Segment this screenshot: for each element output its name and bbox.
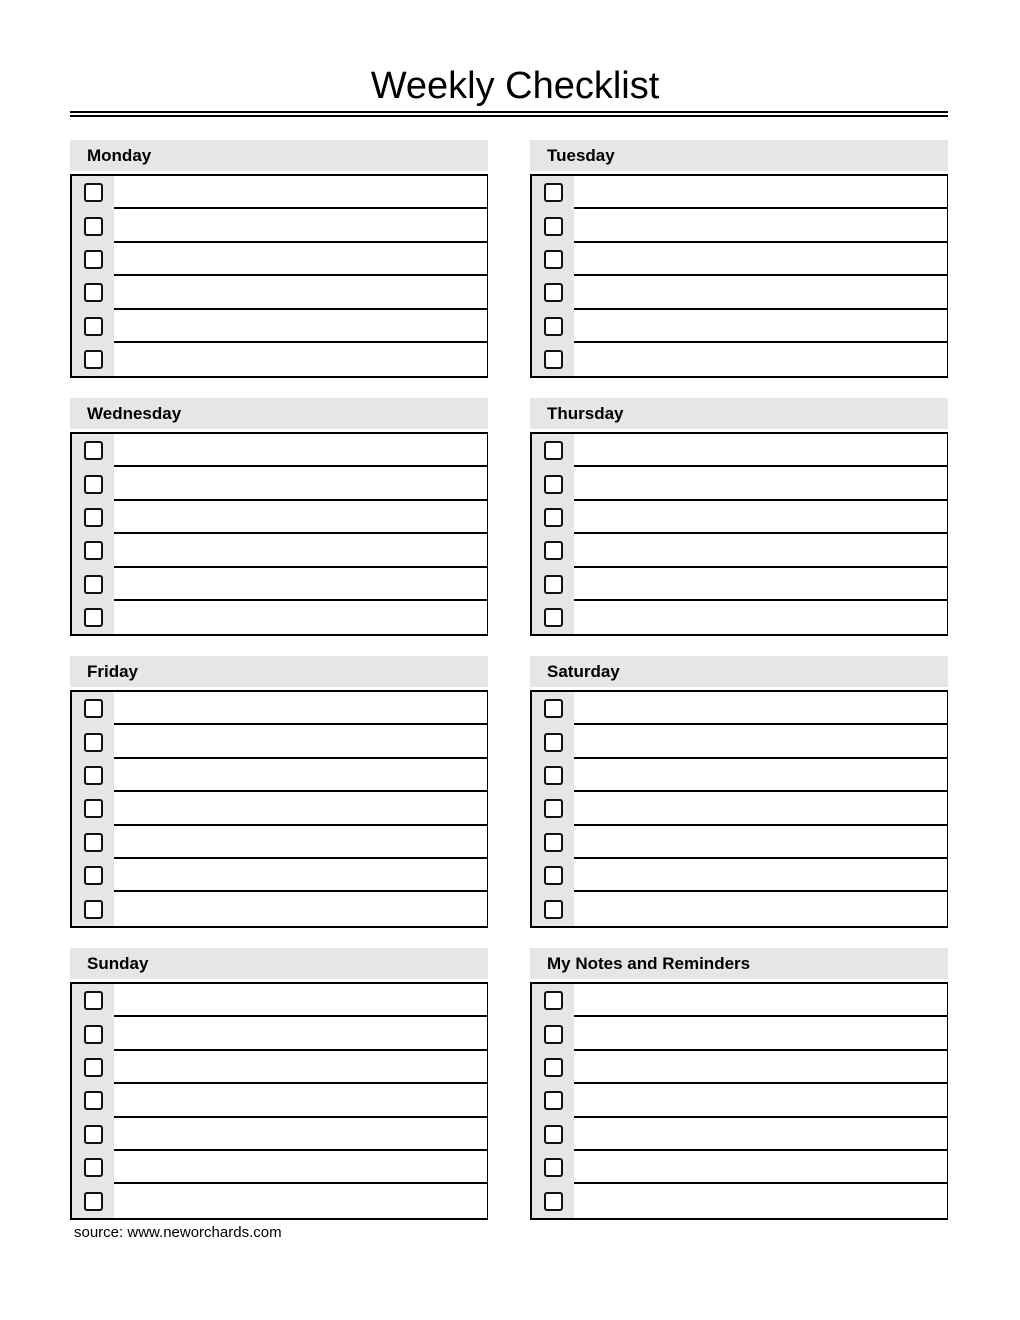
- section-sunday: [70, 948, 488, 1220]
- checkbox-cell: [72, 501, 114, 534]
- checkbox[interactable]: [544, 1125, 563, 1144]
- checkbox[interactable]: [84, 608, 103, 627]
- checklist-row: [532, 1051, 947, 1084]
- checkbox[interactable]: [84, 699, 103, 718]
- write-in-line[interactable]: [574, 209, 947, 242]
- checkbox-cell: [72, 209, 114, 242]
- checkbox-cell: [72, 859, 114, 892]
- checklist-row: [72, 1084, 487, 1117]
- write-in-line[interactable]: [114, 276, 487, 309]
- checkbox[interactable]: [84, 475, 103, 494]
- write-in-line[interactable]: [574, 725, 947, 758]
- section-title: Saturday: [530, 656, 948, 687]
- checkbox[interactable]: [84, 1058, 103, 1077]
- checkbox[interactable]: [84, 1125, 103, 1144]
- checkbox-cell: [532, 601, 574, 634]
- section-wednesday: [70, 398, 488, 636]
- checklist-row: [532, 276, 947, 309]
- write-in-line[interactable]: [114, 601, 487, 634]
- checklist-row: [532, 568, 947, 601]
- checkbox[interactable]: [544, 799, 563, 818]
- checkbox-cell: [72, 759, 114, 792]
- checkbox[interactable]: [84, 575, 103, 594]
- checkbox-cell: [532, 692, 574, 725]
- checklist-row: [72, 243, 487, 276]
- checkbox-cell: [72, 1118, 114, 1151]
- section-saturday: [530, 656, 948, 928]
- checkbox-cell: [72, 826, 114, 859]
- write-in-line[interactable]: [574, 1151, 947, 1184]
- section-friday: [70, 656, 488, 928]
- checkbox-cell: [532, 209, 574, 242]
- checklist-row: [72, 792, 487, 825]
- checklist-row: [72, 343, 487, 376]
- checkbox[interactable]: [84, 766, 103, 785]
- checkbox-cell: [532, 984, 574, 1017]
- checkbox[interactable]: [544, 991, 563, 1010]
- write-in-line[interactable]: [574, 892, 947, 925]
- write-in-line[interactable]: [574, 601, 947, 634]
- checklist-box: [70, 690, 488, 928]
- checklist-row: [532, 243, 947, 276]
- checkbox[interactable]: [544, 833, 563, 852]
- checkbox-cell: [532, 1051, 574, 1084]
- checkbox-cell: [532, 243, 574, 276]
- checkbox-cell: [532, 176, 574, 209]
- checklist-row: [72, 859, 487, 892]
- checklist-row: [532, 434, 947, 467]
- write-in-line[interactable]: [114, 692, 487, 725]
- write-in-line[interactable]: [114, 859, 487, 892]
- write-in-line[interactable]: [574, 826, 947, 859]
- checkbox-cell: [72, 792, 114, 825]
- checklist-row: [532, 534, 947, 567]
- checklist-row: [72, 984, 487, 1017]
- checklist-row: [72, 826, 487, 859]
- checkbox[interactable]: [84, 350, 103, 369]
- section-title: Monday: [70, 140, 488, 171]
- checkbox-cell: [532, 534, 574, 567]
- checkbox[interactable]: [544, 217, 563, 236]
- write-in-line[interactable]: [114, 892, 487, 925]
- checkbox[interactable]: [544, 1025, 563, 1044]
- checkbox[interactable]: [84, 441, 103, 460]
- checkbox-cell: [532, 725, 574, 758]
- checklist-row: [72, 725, 487, 758]
- write-in-line[interactable]: [574, 534, 947, 567]
- checkbox-cell: [532, 859, 574, 892]
- checklist-row: [532, 343, 947, 376]
- checkbox[interactable]: [544, 766, 563, 785]
- checkbox[interactable]: [544, 541, 563, 560]
- checkbox[interactable]: [544, 317, 563, 336]
- checklist-row: [72, 1051, 487, 1084]
- write-in-line[interactable]: [574, 759, 947, 792]
- write-in-line[interactable]: [114, 984, 487, 1017]
- checkbox-cell: [72, 1151, 114, 1184]
- write-in-line[interactable]: [574, 243, 947, 276]
- checkbox[interactable]: [84, 833, 103, 852]
- checkbox-cell: [532, 1084, 574, 1117]
- write-in-line[interactable]: [574, 1084, 947, 1117]
- write-in-line[interactable]: [114, 1118, 487, 1151]
- checkbox-cell: [72, 467, 114, 500]
- section-tuesday: [530, 140, 948, 378]
- write-in-line[interactable]: [114, 1051, 487, 1084]
- write-in-line[interactable]: [574, 859, 947, 892]
- write-in-line[interactable]: [114, 568, 487, 601]
- checkbox-cell: [72, 434, 114, 467]
- checkbox[interactable]: [544, 250, 563, 269]
- checklist-row: [532, 209, 947, 242]
- checkbox-cell: [72, 310, 114, 343]
- checkbox[interactable]: [84, 283, 103, 302]
- checkbox[interactable]: [84, 799, 103, 818]
- checkbox[interactable]: [84, 250, 103, 269]
- title-rule-bottom: [70, 115, 948, 117]
- checkbox[interactable]: [544, 1091, 563, 1110]
- checkbox[interactable]: [84, 1025, 103, 1044]
- checklist-row: [532, 826, 947, 859]
- checklist-row: [532, 692, 947, 725]
- write-in-line[interactable]: [574, 792, 947, 825]
- checkbox[interactable]: [544, 575, 563, 594]
- write-in-line[interactable]: [114, 209, 487, 242]
- checkbox-cell: [72, 984, 114, 1017]
- write-in-line[interactable]: [114, 467, 487, 500]
- write-in-line[interactable]: [114, 310, 487, 343]
- checkbox-cell: [72, 1084, 114, 1117]
- checkbox[interactable]: [84, 900, 103, 919]
- write-in-line[interactable]: [114, 725, 487, 758]
- checkbox[interactable]: [544, 1192, 563, 1211]
- checkbox-cell: [72, 601, 114, 634]
- write-in-line[interactable]: [574, 434, 947, 467]
- checkbox[interactable]: [544, 283, 563, 302]
- checklist-box: [530, 690, 948, 928]
- checklist-row: [72, 568, 487, 601]
- checklist-row: [532, 984, 947, 1017]
- checkbox[interactable]: [544, 1158, 563, 1177]
- checklist-row: [532, 725, 947, 758]
- checklist-box: [70, 174, 488, 378]
- checkbox[interactable]: [544, 441, 563, 460]
- checkbox[interactable]: [544, 733, 563, 752]
- write-in-line[interactable]: [574, 568, 947, 601]
- checkbox[interactable]: [544, 900, 563, 919]
- checklist-row: [72, 467, 487, 500]
- checkbox-cell: [72, 1017, 114, 1050]
- checkbox[interactable]: [84, 733, 103, 752]
- checklist-row: [72, 209, 487, 242]
- write-in-line[interactable]: [574, 1017, 947, 1050]
- checklist-row: [72, 1184, 487, 1217]
- checklist-row: [72, 176, 487, 209]
- write-in-line[interactable]: [114, 1017, 487, 1050]
- checkbox[interactable]: [544, 1058, 563, 1077]
- section-monday: [70, 140, 488, 378]
- section-title: Friday: [70, 656, 488, 687]
- checklist-row: [532, 792, 947, 825]
- section-title: My Notes and Reminders: [530, 948, 948, 979]
- write-in-line[interactable]: [574, 1051, 947, 1084]
- checkbox-cell: [72, 243, 114, 276]
- checklist-box: [530, 174, 948, 378]
- checkbox-cell: [532, 310, 574, 343]
- write-in-line[interactable]: [114, 1184, 487, 1217]
- checkbox-cell: [72, 1051, 114, 1084]
- checkbox-cell: [532, 759, 574, 792]
- write-in-line[interactable]: [574, 1118, 947, 1151]
- checklist-row: [532, 1184, 947, 1217]
- checkbox[interactable]: [84, 1192, 103, 1211]
- checklist-row: [532, 310, 947, 343]
- checkbox-cell: [532, 1118, 574, 1151]
- checkbox[interactable]: [84, 183, 103, 202]
- section-thursday: [530, 398, 948, 636]
- checkbox-cell: [532, 276, 574, 309]
- checklist-row: [532, 1118, 947, 1151]
- checkbox-cell: [72, 343, 114, 376]
- checkbox[interactable]: [544, 508, 563, 527]
- write-in-line[interactable]: [114, 792, 487, 825]
- write-in-line[interactable]: [114, 176, 487, 209]
- checkbox[interactable]: [544, 475, 563, 494]
- checklist-row: [532, 759, 947, 792]
- checkbox[interactable]: [84, 508, 103, 527]
- checkbox-cell: [532, 792, 574, 825]
- checklist-box: [530, 432, 948, 636]
- write-in-line[interactable]: [114, 759, 487, 792]
- checklist-row: [72, 534, 487, 567]
- checklist-row: [72, 1118, 487, 1151]
- write-in-line[interactable]: [114, 1084, 487, 1117]
- checkbox-cell: [532, 826, 574, 859]
- checklist-row: [72, 601, 487, 634]
- checkbox[interactable]: [84, 1158, 103, 1177]
- write-in-line[interactable]: [574, 1184, 947, 1217]
- checkbox-cell: [532, 434, 574, 467]
- checkbox-cell: [532, 1184, 574, 1217]
- checklist-row: [72, 434, 487, 467]
- checklist-row: [72, 1151, 487, 1184]
- checklist-row: [72, 759, 487, 792]
- checkbox-cell: [72, 692, 114, 725]
- checkbox[interactable]: [84, 541, 103, 560]
- checkbox-cell: [532, 1017, 574, 1050]
- checklist-row: [532, 1151, 947, 1184]
- checkbox[interactable]: [544, 608, 563, 627]
- checkbox-cell: [72, 176, 114, 209]
- write-in-line[interactable]: [114, 343, 487, 376]
- write-in-line[interactable]: [574, 176, 947, 209]
- checkbox[interactable]: [544, 866, 563, 885]
- checkbox-cell: [532, 467, 574, 500]
- checklist-row: [72, 692, 487, 725]
- write-in-line[interactable]: [574, 984, 947, 1017]
- section-title: Wednesday: [70, 398, 488, 429]
- checklist-row: [72, 1017, 487, 1050]
- write-in-line[interactable]: [574, 343, 947, 376]
- checkbox[interactable]: [84, 866, 103, 885]
- write-in-line[interactable]: [114, 434, 487, 467]
- checkbox-cell: [72, 1184, 114, 1217]
- write-in-line[interactable]: [574, 276, 947, 309]
- checkbox[interactable]: [84, 991, 103, 1010]
- page-title: Weekly Checklist: [370, 65, 660, 107]
- checkbox[interactable]: [544, 699, 563, 718]
- checklist-row: [72, 892, 487, 925]
- checkbox-cell: [72, 725, 114, 758]
- write-in-line[interactable]: [114, 826, 487, 859]
- section-title: Thursday: [530, 398, 948, 429]
- checklist-box: [70, 982, 488, 1220]
- write-in-line[interactable]: [574, 501, 947, 534]
- checklist-row: [532, 859, 947, 892]
- checklist-row: [532, 601, 947, 634]
- checkbox[interactable]: [84, 1091, 103, 1110]
- checkbox-cell: [72, 276, 114, 309]
- checklist-row: [72, 310, 487, 343]
- checkbox[interactable]: [544, 183, 563, 202]
- checkbox[interactable]: [84, 217, 103, 236]
- checklist-row: [532, 892, 947, 925]
- write-in-line[interactable]: [574, 692, 947, 725]
- checkbox-cell: [532, 892, 574, 925]
- write-in-line[interactable]: [574, 467, 947, 500]
- checklist-row: [532, 1084, 947, 1117]
- section-my-notes-and-reminders: [530, 948, 948, 1220]
- checklist-box: [70, 432, 488, 636]
- source-note: source: www.neworchards.com: [74, 1224, 282, 1241]
- checkbox-cell: [72, 892, 114, 925]
- checkbox-cell: [532, 1151, 574, 1184]
- section-title: Tuesday: [530, 140, 948, 171]
- checklist-row: [72, 501, 487, 534]
- checkbox-cell: [72, 534, 114, 567]
- checklist-row: [532, 176, 947, 209]
- checkbox-cell: [72, 568, 114, 601]
- checkbox[interactable]: [544, 350, 563, 369]
- checklist-row: [72, 276, 487, 309]
- write-in-line[interactable]: [114, 501, 487, 534]
- checkbox-cell: [532, 501, 574, 534]
- write-in-line[interactable]: [574, 310, 947, 343]
- checklist-row: [532, 467, 947, 500]
- checklist-row: [532, 501, 947, 534]
- write-in-line[interactable]: [114, 1151, 487, 1184]
- write-in-line[interactable]: [114, 243, 487, 276]
- title-rule-top: [70, 111, 948, 113]
- checkbox-cell: [532, 343, 574, 376]
- checkbox-cell: [532, 568, 574, 601]
- checkbox[interactable]: [84, 317, 103, 336]
- section-title: Sunday: [70, 948, 488, 979]
- checklist-box: [530, 982, 948, 1220]
- checklist-row: [532, 1017, 947, 1050]
- write-in-line[interactable]: [114, 534, 487, 567]
